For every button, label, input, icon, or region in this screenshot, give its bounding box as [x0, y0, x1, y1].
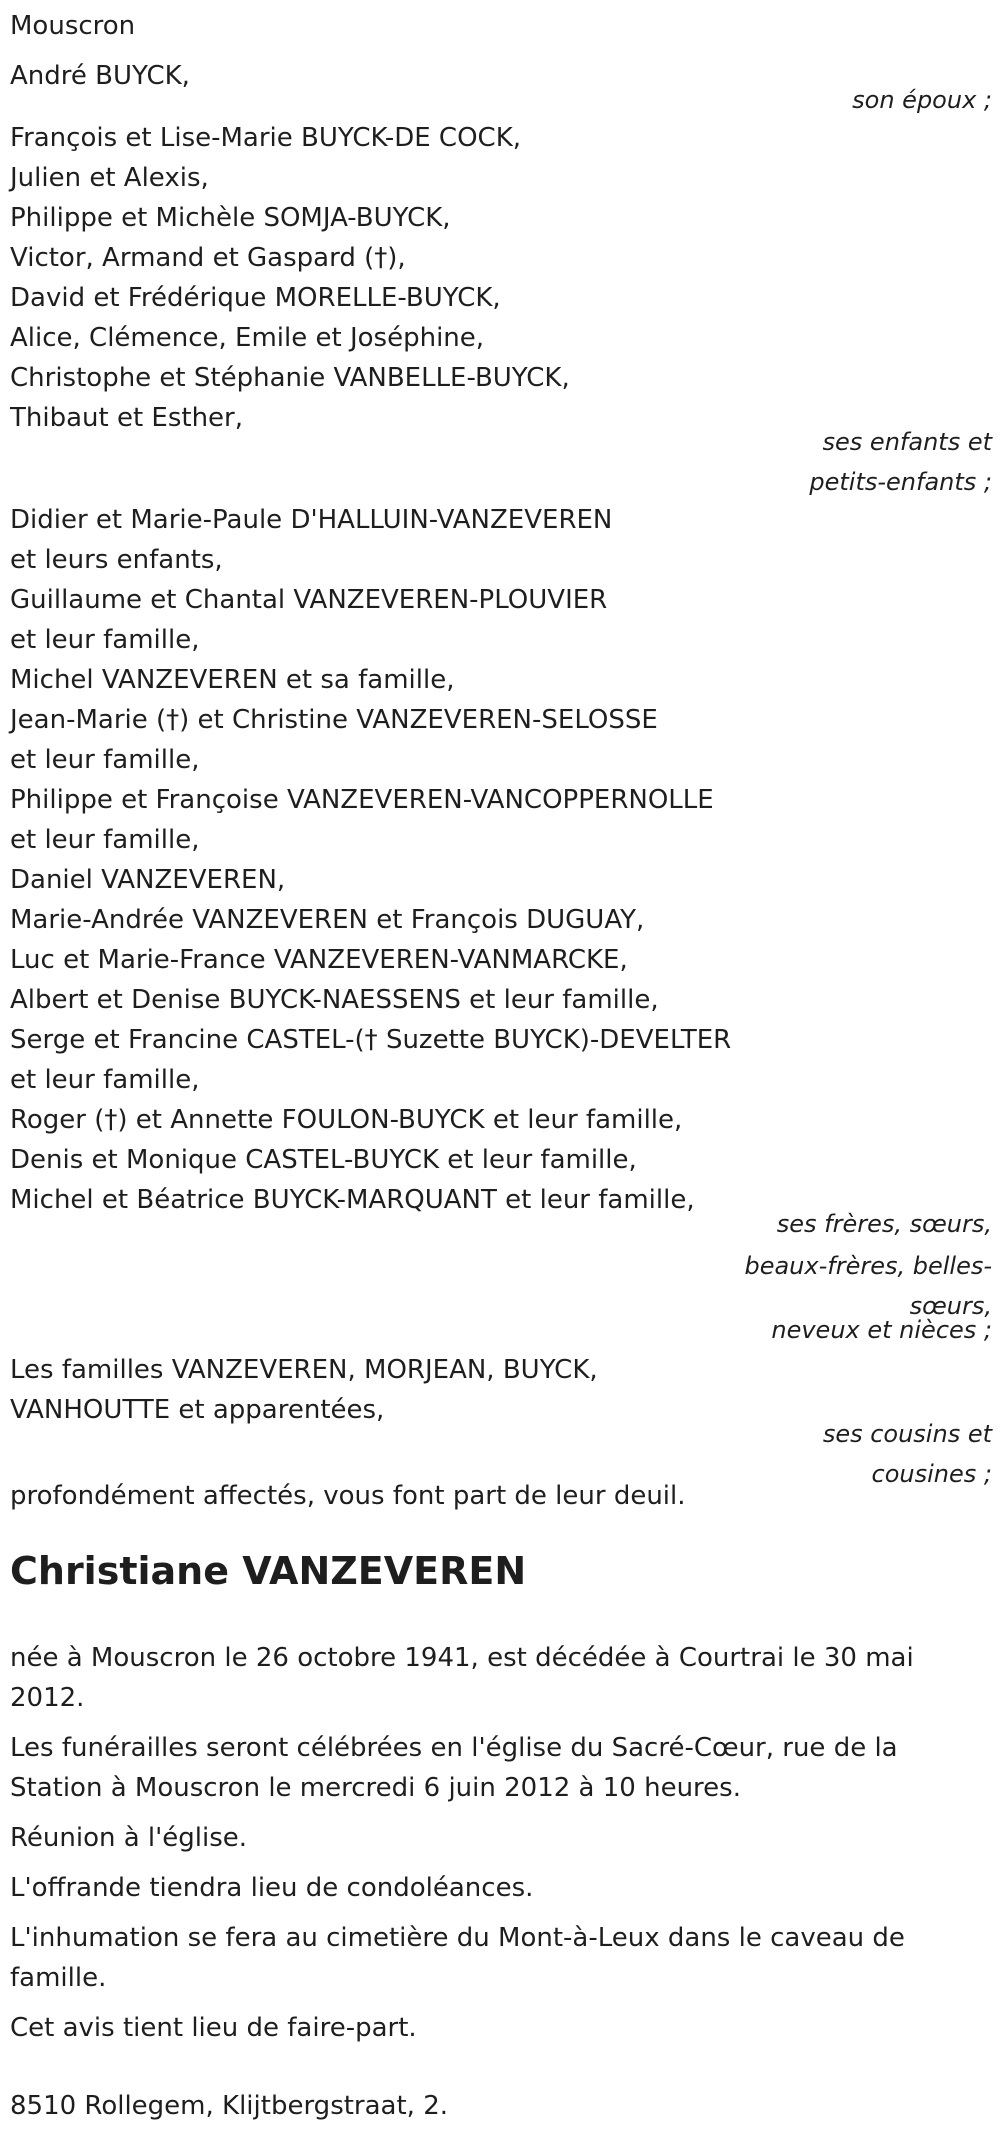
family-line: Denis et Monique CASTEL-BUYCK et leur famille, — [10, 1145, 637, 1175]
family-line: Luc et Marie-France VANZEVEREN-VANMARCKE, — [10, 945, 628, 975]
place-name: Mouscron — [10, 11, 136, 41]
family-line: Thibaut et Esther, — [10, 403, 244, 433]
family-line: Christophe et Stéphanie VANBELLE-BUYCK, — [10, 363, 570, 393]
detail-line: L'inhumation se fera au cimetière du Mont-à-Leux dans le caveau de — [10, 1923, 905, 1953]
detail-line: 2012. — [10, 1683, 85, 1713]
family-line: Guillaume et Chantal VANZEVEREN-PLOUVIER — [10, 585, 608, 615]
family-line: Michel et Béatrice BUYCK-MARQUANT et leur famille, — [10, 1185, 695, 1215]
relation-label: ses cousins et — [822, 1420, 992, 1448]
relation-label: beaux-frères, belles- — [744, 1252, 992, 1280]
relation-label: petits-enfants ; — [809, 468, 992, 496]
family-line: André BUYCK, — [10, 61, 190, 91]
family-line: Albert et Denise BUYCK-NAESSENS et leur famille, — [10, 985, 659, 1015]
family-line: et leur famille, — [10, 825, 200, 855]
family-line: Roger (†) et Annette FOULON-BUYCK et leur famille, — [10, 1105, 683, 1135]
family-line: et leur famille, — [10, 625, 200, 655]
relation-label: neveux et nièces ; — [771, 1316, 992, 1344]
family-line: Jean-Marie (†) et Christine VANZEVEREN-SELOSSE — [10, 705, 658, 735]
family-line: Julien et Alexis, — [10, 163, 209, 193]
family-line: David et Frédérique MORELLE-BUYCK, — [10, 283, 501, 313]
detail-line: Les funérailles seront célébrées en l'église du Sacré-Cœur, rue de la — [10, 1733, 898, 1763]
family-line: Philippe et Françoise VANZEVEREN-VANCOPPERNOLLE — [10, 785, 714, 815]
address: 8510 Rollegem, Klijtbergstraat, 2. — [10, 2091, 449, 2121]
deceased-name: Christiane VANZEVEREN — [10, 1549, 527, 1593]
relation-label: ses frères, sœurs, — [776, 1210, 992, 1238]
family-line: François et Lise-Marie BUYCK-DE COCK, — [10, 123, 522, 153]
family-line: Victor, Armand et Gaspard (†), — [10, 243, 406, 273]
detail-line: née à Mouscron le 26 octobre 1941, est décédée à Courtrai le 30 mai — [10, 1643, 914, 1673]
detail-line: famille. — [10, 1963, 107, 1993]
family-line: Philippe et Michèle SOMJA-BUYCK, — [10, 203, 451, 233]
family-line: et leur famille, — [10, 745, 200, 775]
detail-line: Station à Mouscron le mercredi 6 juin 2012 à 10 heures. — [10, 1773, 741, 1803]
family-line: Marie-Andrée VANZEVEREN et François DUGUAY, — [10, 905, 645, 935]
family-line: Michel VANZEVEREN et sa famille, — [10, 665, 455, 695]
family-line: Daniel VANZEVEREN, — [10, 865, 286, 895]
family-line: Didier et Marie-Paule D'HALLUIN-VANZEVEREN — [10, 505, 613, 535]
family-line: et leurs enfants, — [10, 545, 223, 575]
detail-line: L'offrande tiendra lieu de condoléances. — [10, 1873, 534, 1903]
relation-label: cousines ; — [871, 1460, 992, 1488]
family-line: Alice, Clémence, Emile et Joséphine, — [10, 323, 485, 353]
detail-line: Cet avis tient lieu de faire-part. — [10, 2013, 417, 2043]
closing-statement: profondément affectés, vous font part de leur deuil. — [10, 1481, 686, 1511]
family-line: Serge et Francine CASTEL-(† Suzette BUYCK)-DEVELTER — [10, 1025, 732, 1055]
relation-label: son époux ; — [852, 86, 992, 114]
family-line: Les familles VANZEVEREN, MORJEAN, BUYCK, — [10, 1355, 598, 1385]
relation-label: sœurs, — [909, 1292, 992, 1320]
detail-line: Réunion à l'église. — [10, 1823, 248, 1853]
relation-label: ses enfants et — [822, 428, 992, 456]
family-line: VANHOUTTE et apparentées, — [10, 1395, 385, 1425]
family-line: et leur famille, — [10, 1065, 200, 1095]
